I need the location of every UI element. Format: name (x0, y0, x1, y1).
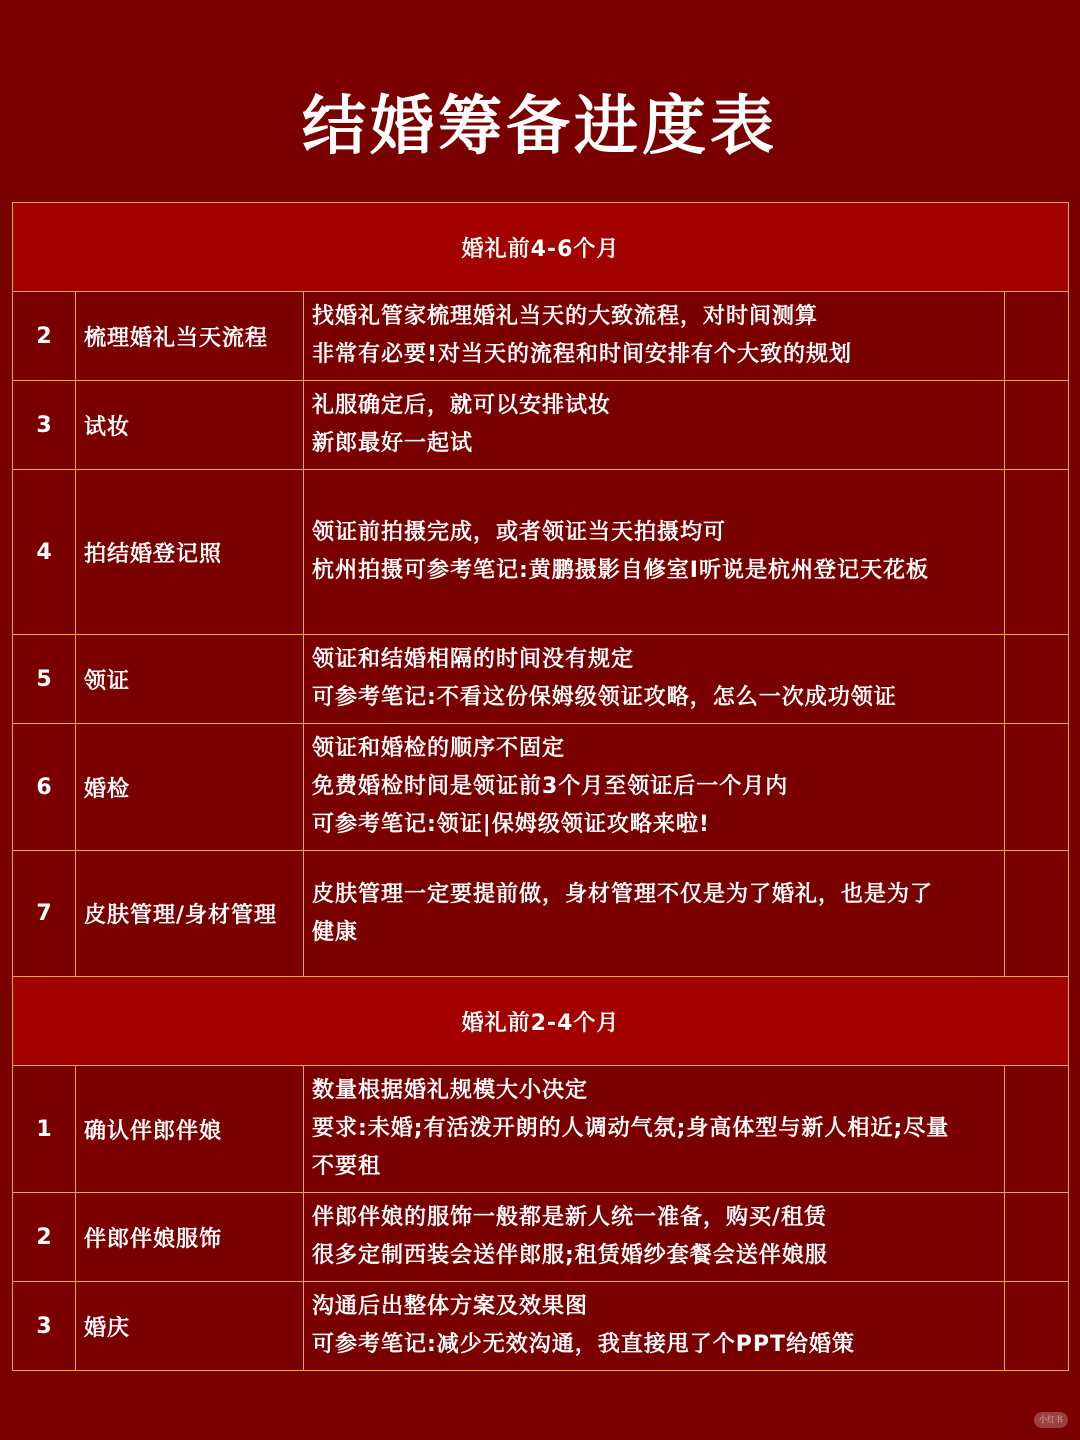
row-item: 确认伴郎伴娘 (76, 1066, 304, 1193)
row-item: 婚庆 (76, 1282, 304, 1371)
blank-cell (1005, 292, 1069, 381)
row-number: 5 (13, 635, 76, 724)
row-description (304, 1282, 1005, 1371)
table-row (13, 1282, 1069, 1371)
section-header-row (13, 977, 1069, 1066)
description-line: 领证和婚检的顺序不固定 (312, 736, 566, 761)
description-line: 杭州拍摄可参考笔记:黄鹏摄影自修室I听说是杭州登记天花板 (312, 558, 929, 583)
row-description (304, 1066, 1005, 1193)
description-line: 很多定制西装会送伴郎服;租赁婚纱套餐会送伴娘服 (312, 1243, 828, 1268)
row-number: 4 (13, 470, 76, 635)
row-item: 皮肤管理/身材管理 (76, 851, 304, 977)
blank-cell (1005, 1193, 1069, 1282)
description-line: 可参考笔记:不看这份保姆级领证攻略，怎么一次成功领证 (312, 685, 897, 710)
row-item: 领证 (76, 635, 304, 724)
row-description (304, 635, 1005, 724)
row-number: 2 (13, 292, 76, 381)
row-number: 7 (13, 851, 76, 977)
blank-cell (1005, 724, 1069, 851)
section-header: 婚礼前4-6个月 (13, 203, 1069, 292)
row-number: 3 (13, 1282, 76, 1371)
table-row (13, 1066, 1069, 1193)
table-row (13, 851, 1069, 977)
row-number: 6 (13, 724, 76, 851)
description-line: 要求:未婚;有活泼开朗的人调动气氛;身高体型与新人相近;尽量 (312, 1116, 950, 1141)
description-line: 可参考笔记:领证|保姆级领证攻略来啦! (312, 812, 710, 837)
blank-cell (1005, 470, 1069, 635)
row-item: 拍结婚登记照 (76, 470, 304, 635)
description-line: 数量根据婚礼规模大小决定 (312, 1078, 589, 1103)
description-line: 不要租 (312, 1154, 382, 1179)
table-row (13, 724, 1069, 851)
row-item: 婚检 (76, 724, 304, 851)
description-line: 找婚礼管家梳理婚礼当天的大致流程，对时间测算 (312, 304, 819, 329)
description-line: 非常有必要!对当天的流程和时间安排有个大致的规划 (312, 342, 853, 367)
table-row (13, 470, 1069, 635)
row-description (304, 470, 1005, 635)
row-number: 3 (13, 381, 76, 470)
table-row (13, 381, 1069, 470)
row-description (304, 381, 1005, 470)
watermark-logo: 小红书 (1034, 1412, 1068, 1428)
row-item: 试妆 (76, 381, 304, 470)
description-line: 新郎最好一起试 (312, 431, 474, 456)
section-header-row (13, 203, 1069, 292)
description-line: 健康 (312, 919, 359, 945)
row-description (304, 851, 1005, 977)
row-number: 1 (13, 1066, 76, 1193)
row-description (304, 292, 1005, 381)
description-line: 领证前拍摄完成，或者领证当天拍摄均可 (312, 520, 727, 545)
schedule-table (12, 202, 1069, 1371)
blank-cell (1005, 1282, 1069, 1371)
row-item: 梳理婚礼当天流程 (76, 292, 304, 381)
description-line: 伴郎伴娘的服饰一般都是新人统一准备，购买/租赁 (312, 1205, 828, 1230)
description-line: 领证和结婚相隔的时间没有规定 (312, 647, 635, 672)
description-line: 沟通后出整体方案及效果图 (312, 1294, 589, 1319)
row-number: 2 (13, 1193, 76, 1282)
blank-cell (1005, 1066, 1069, 1193)
blank-cell (1005, 381, 1069, 470)
description-line: 皮肤管理一定要提前做，身材管理不仅是为了婚礼，也是为了 (312, 881, 934, 907)
table-row (13, 1193, 1069, 1282)
row-description (304, 1193, 1005, 1282)
blank-cell (1005, 851, 1069, 977)
table-row (13, 292, 1069, 381)
page-title: 结婚筹备进度表 (302, 90, 778, 164)
description-line: 可参考笔记:减少无效沟通，我直接甩了个PPT给婚策 (312, 1332, 856, 1357)
section-header: 婚礼前2-4个月 (13, 977, 1069, 1066)
description-line: 礼服确定后，就可以安排试妆 (312, 393, 612, 418)
description-line: 免费婚检时间是领证前3个月至领证后一个月内 (312, 774, 789, 799)
table-row (13, 635, 1069, 724)
row-item: 伴郎伴娘服饰 (76, 1193, 304, 1282)
blank-cell (1005, 635, 1069, 724)
row-description (304, 724, 1005, 851)
